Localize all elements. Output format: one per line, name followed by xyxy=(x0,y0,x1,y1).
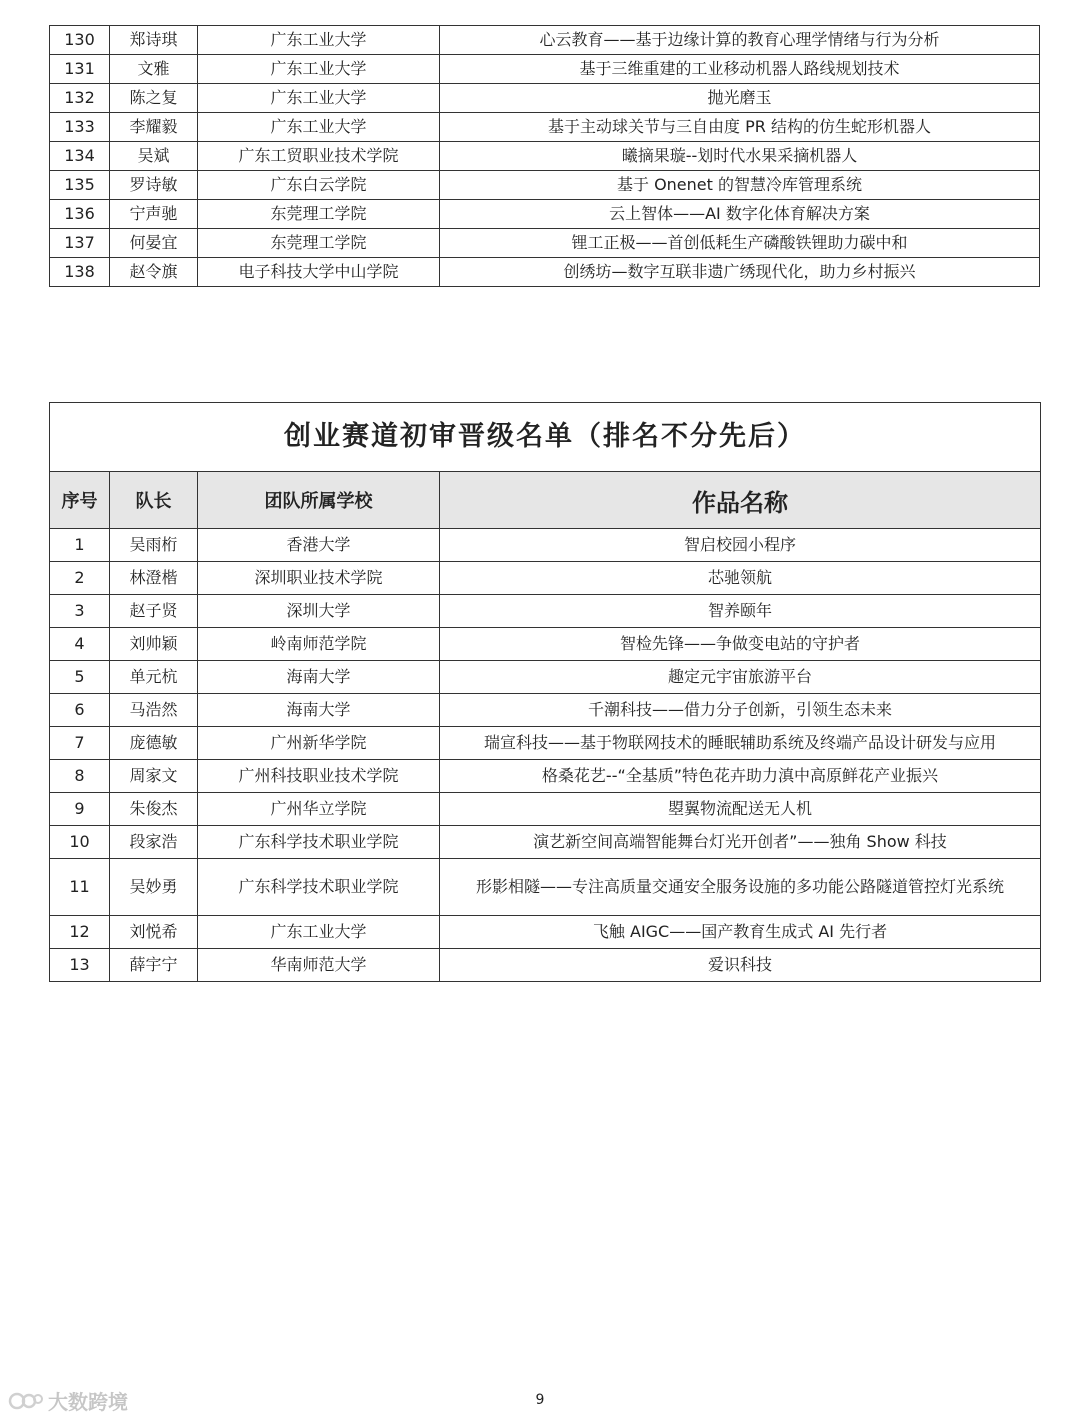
project-name-cell: 芯驰领航 xyxy=(440,562,1041,595)
school-cell: 海南大学 xyxy=(198,694,440,727)
table-row xyxy=(50,760,1041,793)
school-cell: 东莞理工学院 xyxy=(198,200,440,229)
project-name-cell: 创绣坊—数字互联非遗广绣现代化，助力乡村振兴 xyxy=(440,258,1040,287)
header-project-name: 作品名称 xyxy=(440,472,1041,529)
table-row xyxy=(50,171,1040,200)
captain-cell: 吴妙勇 xyxy=(110,859,198,916)
index-cell: 6 xyxy=(50,694,110,727)
table-title-row xyxy=(50,403,1041,472)
captain-cell: 罗诗敏 xyxy=(110,171,198,200)
index-cell: 133 xyxy=(50,113,110,142)
index-cell: 10 xyxy=(50,826,110,859)
top-table-continued xyxy=(49,25,1040,287)
index-cell: 5 xyxy=(50,661,110,694)
captain-cell: 马浩然 xyxy=(110,694,198,727)
project-name-cell: 智启校园小程序 xyxy=(440,529,1041,562)
index-cell: 8 xyxy=(50,760,110,793)
captain-cell: 刘帅颖 xyxy=(110,628,198,661)
project-name-cell: 瑞宣科技——基于物联网技术的睡眠辅助系统及终端产品设计研发与应用 xyxy=(440,727,1041,760)
index-cell: 136 xyxy=(50,200,110,229)
index-cell: 137 xyxy=(50,229,110,258)
school-cell: 东莞理工学院 xyxy=(198,229,440,258)
index-cell: 138 xyxy=(50,258,110,287)
table-row xyxy=(50,949,1041,982)
table-row xyxy=(50,595,1041,628)
table-header-row xyxy=(50,472,1041,529)
captain-cell: 周家文 xyxy=(110,760,198,793)
entrepreneurship-track-table xyxy=(49,402,1041,982)
index-cell: 11 xyxy=(50,859,110,916)
school-cell: 广东工业大学 xyxy=(198,84,440,113)
index-cell: 132 xyxy=(50,84,110,113)
captain-cell: 林澄楷 xyxy=(110,562,198,595)
project-name-cell: 心云教育——基于边缘计算的教育心理学情绪与行为分析 xyxy=(440,26,1040,55)
index-cell: 134 xyxy=(50,142,110,171)
project-name-cell: 智养颐年 xyxy=(440,595,1041,628)
table-row xyxy=(50,694,1041,727)
table-row xyxy=(50,826,1041,859)
captain-cell: 赵子贤 xyxy=(110,595,198,628)
captain-cell: 陈之复 xyxy=(110,84,198,113)
table-row xyxy=(50,258,1040,287)
project-name-cell: 基于主动球关节与三自由度 PR 结构的仿生蛇形机器人 xyxy=(440,113,1040,142)
captain-cell: 宁声驰 xyxy=(110,200,198,229)
table-row xyxy=(50,628,1041,661)
index-cell: 135 xyxy=(50,171,110,200)
watermark-text: 大数跨境 xyxy=(48,1390,128,1414)
table-row xyxy=(50,84,1040,113)
header-index: 序号 xyxy=(50,472,110,529)
table-row xyxy=(50,859,1041,916)
project-name-cell: 形影相隧——专注高质量交通安全服务设施的多功能公路隧道管控灯光系统 xyxy=(440,859,1041,916)
table-row xyxy=(50,661,1041,694)
table-row xyxy=(50,142,1040,171)
project-name-cell: 飞触 AIGC——国产教育生成式 AI 先行者 xyxy=(440,916,1041,949)
captain-cell: 庞德敏 xyxy=(110,727,198,760)
table-row xyxy=(50,113,1040,142)
school-cell: 岭南师范学院 xyxy=(198,628,440,661)
header-captain: 队长 xyxy=(110,472,198,529)
school-cell: 广州新华学院 xyxy=(198,727,440,760)
main-table-body xyxy=(50,529,1041,982)
index-cell: 12 xyxy=(50,916,110,949)
captain-cell: 文雅 xyxy=(110,55,198,84)
captain-cell: 薛宇宁 xyxy=(110,949,198,982)
school-cell: 深圳大学 xyxy=(198,595,440,628)
school-cell: 广东工业大学 xyxy=(198,916,440,949)
school-cell: 深圳职业技术学院 xyxy=(198,562,440,595)
school-cell: 广东工业大学 xyxy=(198,55,440,84)
table-row xyxy=(50,229,1040,258)
index-cell: 2 xyxy=(50,562,110,595)
index-cell: 3 xyxy=(50,595,110,628)
table-row xyxy=(50,727,1041,760)
school-cell: 香港大学 xyxy=(198,529,440,562)
school-cell: 广州华立学院 xyxy=(198,793,440,826)
captain-cell: 吴雨桁 xyxy=(110,529,198,562)
project-name-cell: 演艺新空间高端智能舞台灯光开创者”——独角 Show 科技 xyxy=(440,826,1041,859)
project-name-cell: 基于 Onenet 的智慧冷库管理系统 xyxy=(440,171,1040,200)
captain-cell: 何晏宜 xyxy=(110,229,198,258)
table-row xyxy=(50,529,1041,562)
school-cell: 海南大学 xyxy=(198,661,440,694)
page-number: 9 xyxy=(535,1392,545,1408)
table-row xyxy=(50,916,1041,949)
project-name-cell: 基于三维重建的工业移动机器人路线规划技术 xyxy=(440,55,1040,84)
top-table-body xyxy=(50,26,1040,287)
table-title: 创业赛道初审晋级名单（排名不分先后） xyxy=(50,403,1041,472)
project-name-cell: 趣定元宇宙旅游平台 xyxy=(440,661,1041,694)
index-cell: 131 xyxy=(50,55,110,84)
school-cell: 电子科技大学中山学院 xyxy=(198,258,440,287)
project-name-cell: 曦摘果璇--划时代水果采摘机器人 xyxy=(440,142,1040,171)
project-name-cell: 爱识科技 xyxy=(440,949,1041,982)
project-name-cell: 云上智体——AI 数字化体育解决方案 xyxy=(440,200,1040,229)
index-cell: 9 xyxy=(50,793,110,826)
project-name-cell: 千潮科技——借力分子创新，引领生态未来 xyxy=(440,694,1041,727)
table-row xyxy=(50,562,1041,595)
table-row xyxy=(50,200,1040,229)
captain-cell: 吴斌 xyxy=(110,142,198,171)
captain-cell: 赵令旗 xyxy=(110,258,198,287)
school-cell: 广东工业大学 xyxy=(198,113,440,142)
captain-cell: 段家浩 xyxy=(110,826,198,859)
school-cell: 广东工业大学 xyxy=(198,26,440,55)
table-row xyxy=(50,55,1040,84)
table-row xyxy=(50,793,1041,826)
table-row xyxy=(50,26,1040,55)
index-cell: 13 xyxy=(50,949,110,982)
captain-cell: 李耀毅 xyxy=(110,113,198,142)
captain-cell: 单元杭 xyxy=(110,661,198,694)
project-name-cell: 曌翼物流配送无人机 xyxy=(440,793,1041,826)
index-cell: 7 xyxy=(50,727,110,760)
header-school: 团队所属学校 xyxy=(198,472,440,529)
project-name-cell: 智检先锋——争做变电站的守护者 xyxy=(440,628,1041,661)
project-name-cell: 抛光磨玉 xyxy=(440,84,1040,113)
index-cell: 130 xyxy=(50,26,110,55)
project-name-cell: 格桑花艺--“全基质”特色花卉助力滇中高原鲜花产业振兴 xyxy=(440,760,1041,793)
captain-cell: 刘悦希 xyxy=(110,916,198,949)
captain-cell: 朱俊杰 xyxy=(110,793,198,826)
captain-cell: 郑诗琪 xyxy=(110,26,198,55)
school-cell: 广东白云学院 xyxy=(198,171,440,200)
school-cell: 广东科学技术职业学院 xyxy=(198,826,440,859)
project-name-cell: 锂工正极——首创低耗生产磷酸铁锂助力碳中和 xyxy=(440,229,1040,258)
school-cell: 广州科技职业技术学院 xyxy=(198,760,440,793)
school-cell: 广东工贸职业技术学院 xyxy=(198,142,440,171)
school-cell: 广东科学技术职业学院 xyxy=(198,859,440,916)
index-cell: 1 xyxy=(50,529,110,562)
school-cell: 华南师范大学 xyxy=(198,949,440,982)
index-cell: 4 xyxy=(50,628,110,661)
